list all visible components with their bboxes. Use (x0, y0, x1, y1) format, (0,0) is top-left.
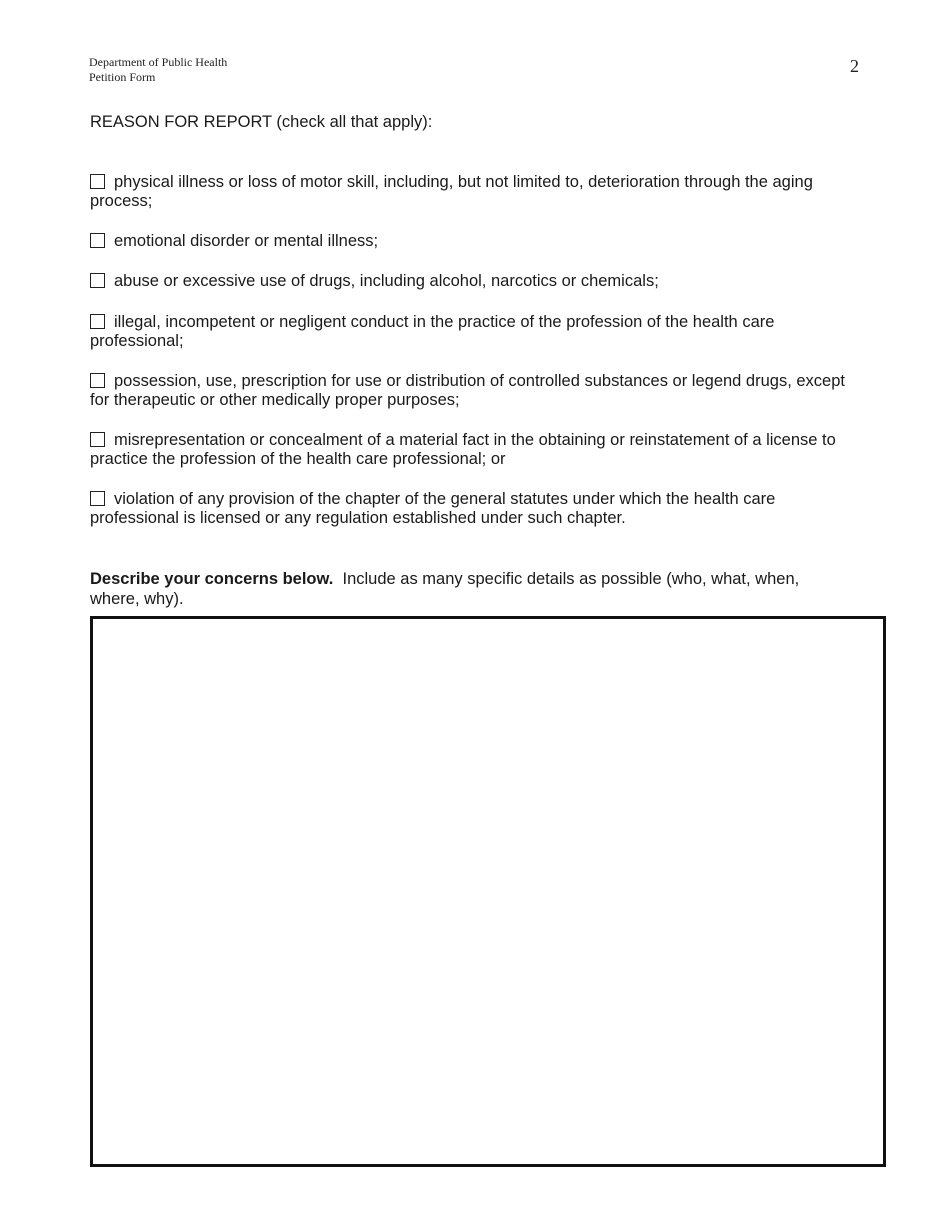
reason-item-emotional-disorder (90, 232, 850, 251)
checkbox[interactable] (90, 432, 105, 447)
page-number: 2 (850, 56, 859, 76)
reason-label: violation of any provision of the chapter of the general statutes under which the health care professional is licensed or any regulation established under such chapter. (90, 490, 776, 527)
checkbox[interactable] (90, 373, 105, 388)
checkbox[interactable] (90, 491, 105, 506)
form-header (89, 55, 227, 84)
reason-label: physical illness or loss of motor skill, including, but not limited to, deterioration through the aging process; (90, 173, 813, 210)
checkbox[interactable] (90, 273, 105, 288)
reason-label: illegal, incompetent or negligent conduct in the practice of the profession of the health care professional; (90, 313, 775, 350)
reason-item-physical-illness (90, 173, 850, 211)
reason-label: possession, use, prescription for use or distribution of controlled substances or legend drugs, except for therapeutic or other medically proper purposes; (90, 372, 845, 409)
reason-label: misrepresentation or concealment of a material fact in the obtaining or reinstatement of a license to practice the profession of the health care professional; or (90, 431, 836, 468)
reason-item-statute-violation (90, 490, 850, 528)
reason-label: abuse or excessive use of drugs, including alcohol, narcotics or chemicals; (114, 272, 659, 290)
form-name: Petition Form (89, 69, 156, 84)
checkbox[interactable] (90, 314, 105, 329)
checkbox[interactable] (90, 233, 105, 248)
checkbox[interactable] (90, 174, 105, 189)
reason-label: emotional disorder or mental illness; (114, 232, 379, 250)
concerns-instructions (90, 569, 850, 609)
concerns-textarea[interactable] (90, 616, 886, 1167)
concerns-heading: Describe your concerns below. (90, 570, 334, 588)
concerns-detail-text: Include as many specific details as possible (who, what, when, where, why). (90, 570, 800, 608)
reason-item-drug-abuse (90, 272, 850, 291)
department-name: Department of Public Health (89, 55, 228, 69)
reason-section-title: REASON FOR REPORT (check all that apply): (90, 113, 433, 131)
reason-item-misrepresentation (90, 431, 850, 469)
reason-item-illegal-conduct (90, 313, 850, 351)
reason-item-controlled-substances (90, 372, 850, 410)
